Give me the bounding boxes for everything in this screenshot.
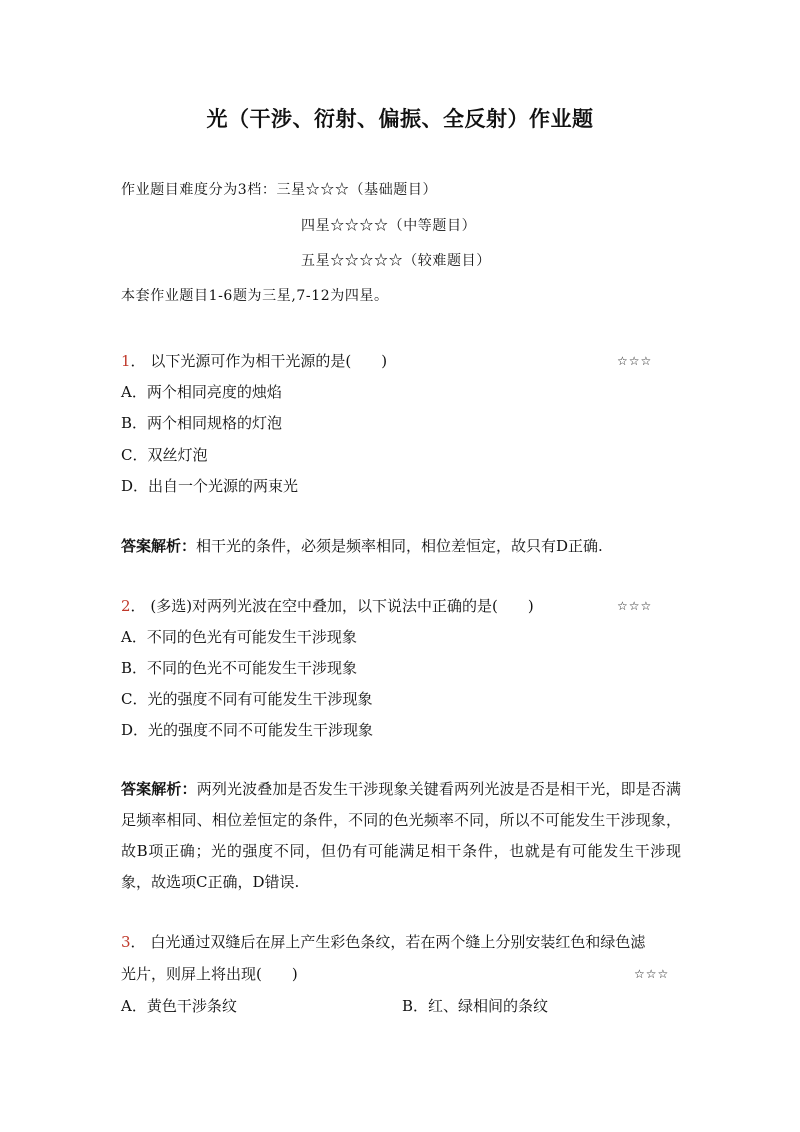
question-text: 以下光源可作为相干光源的是( ) <box>150 352 388 370</box>
question-number: 3 <box>121 933 131 951</box>
question-2-option-d: D．光的强度不同不可能发生干涉现象 <box>121 721 374 739</box>
question-2-option-b: B．不同的色光不可能发生干涉现象 <box>121 659 358 677</box>
question-1-answer <box>121 536 603 556</box>
difficulty-stars: ☆☆☆ <box>617 599 653 613</box>
answer-label: 答案解析： <box>121 780 197 798</box>
answer-text: 两列光波叠加是否发生干涉现象关键看两列光波是否是相干光，即是否满足频率相同、相位差恒定的条件，不同的色光频率不同，所以不可能发生干涉现象，故B项正确；光的强度不同，但仍有可能满足相干条件，也就是有可能发生干涉现象，故选项C正确，D错误. <box>121 780 681 891</box>
question-3-option-b: B．红、绿相间的条纹 <box>402 997 549 1015</box>
difficulty-intro: 作业题目难度分为3档：三星☆☆☆（基础题目） <box>121 182 438 198</box>
question-text: 白光通过双缝后在屏上产生彩色条纹，若在两个缝上分别安装红色和绿色滤 <box>150 933 646 951</box>
difficulty-level-5: 五星☆☆☆☆☆（较难题目） <box>301 253 491 269</box>
question-1-option-d: D．出自一个光源的两束光 <box>121 477 299 495</box>
difficulty-stars: ☆☆☆ <box>617 354 653 368</box>
question-2-option-c: C．光的强度不同有可能发生干涉现象 <box>121 690 373 708</box>
question-2-answer <box>121 774 681 898</box>
page-title: 光（干涉、衍射、偏振、全反射）作业题 <box>206 107 594 131</box>
question-number: 2 <box>121 597 131 615</box>
question-1-stem: 1． 以下光源可作为相干光源的是( ) <box>121 352 388 370</box>
question-number: 1 <box>121 352 131 370</box>
question-1-option-c: C．双丝灯泡 <box>121 446 208 464</box>
answer-text: 相干光的条件，必须是频率相同，相位差恒定，故只有D正确. <box>196 537 603 555</box>
question-3-stem-line-1: 3． 白光通过双缝后在屏上产生彩色条纹，若在两个缝上分别安装红色和绿色滤 <box>121 933 646 951</box>
question-2-stem: 2． (多选)对两列光波在空中叠加，以下说法中正确的是( ) <box>121 597 534 615</box>
difficulty-stars: ☆☆☆ <box>634 967 670 981</box>
question-text: (多选)对两列光波在空中叠加，以下说法中正确的是( ) <box>150 597 534 615</box>
question-1-option-b: B．两个相同规格的灯泡 <box>121 414 283 432</box>
difficulty-level-4: 四星☆☆☆☆（中等题目） <box>301 218 477 234</box>
difficulty-note: 本套作业题目1-6题为三星,7-12为四星。 <box>121 288 389 304</box>
question-2-option-a: A．不同的色光有可能发生干涉现象 <box>121 628 357 646</box>
question-3-option-a: A．黄色干涉条纹 <box>121 997 237 1015</box>
answer-label: 答案解析： <box>121 537 197 555</box>
question-3-stem-line-2: 光片，则屏上将出现( ) <box>121 965 298 983</box>
question-1-option-a: A．两个相同亮度的烛焰 <box>121 383 282 401</box>
